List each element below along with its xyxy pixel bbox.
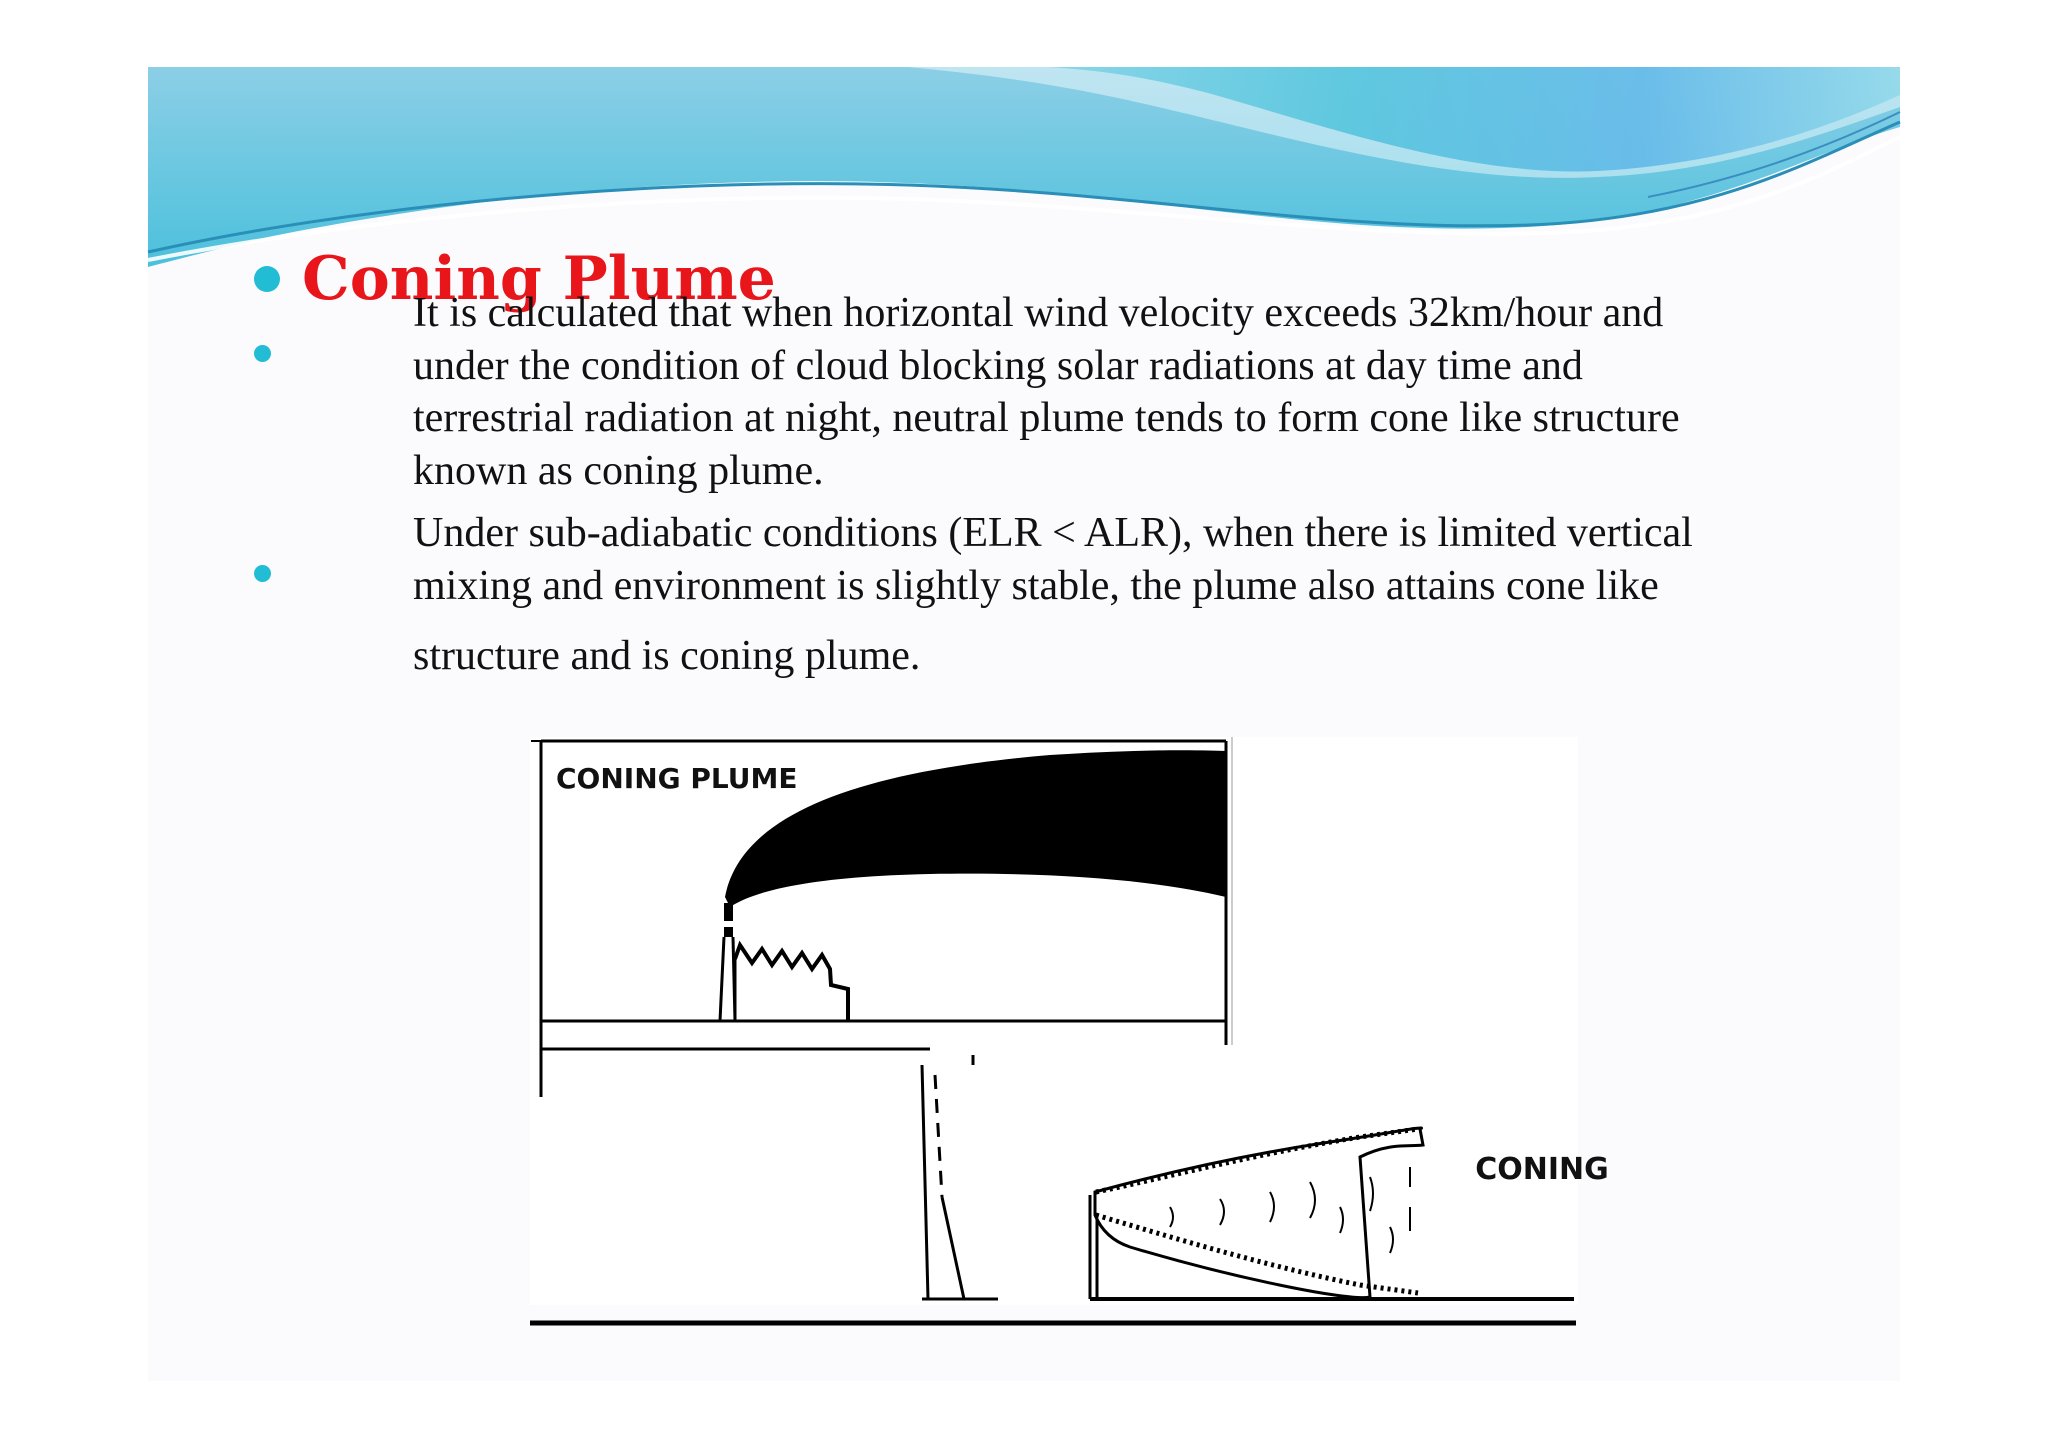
slide-title: Coning Plume xyxy=(302,244,776,314)
bullet-icon xyxy=(254,565,271,582)
slide xyxy=(148,67,1900,1381)
bullet-text xyxy=(413,287,1680,497)
bullet-line: structure and is coning plume. xyxy=(413,633,921,679)
bullet-line: Under sub-adiabatic conditions (ELR < ALR), when there is limited vertical xyxy=(413,510,1693,556)
top-diagram-label: CONING PLUME xyxy=(556,762,798,795)
coning-plume-figure xyxy=(530,737,1609,1305)
title-bullet-icon xyxy=(254,266,280,292)
bottom-diagram-label: CONING xyxy=(1475,1152,1609,1187)
bullet-line: terrestrial radiation at night, neutral plume tends to form cone like structure xyxy=(413,395,1680,441)
bullet-line: known as coning plume. xyxy=(413,447,824,494)
bullet-icon xyxy=(254,345,271,362)
bullet-text xyxy=(413,507,1693,683)
bullet-line: It is calculated that when horizontal wind velocity exceeds 32km/hour and xyxy=(413,290,1664,336)
bullet-line: under the condition of cloud blocking solar radiations at day time and xyxy=(413,342,1583,389)
bullet-line: mixing and environment is slightly stable, the plume also attains cone like xyxy=(413,562,1659,609)
